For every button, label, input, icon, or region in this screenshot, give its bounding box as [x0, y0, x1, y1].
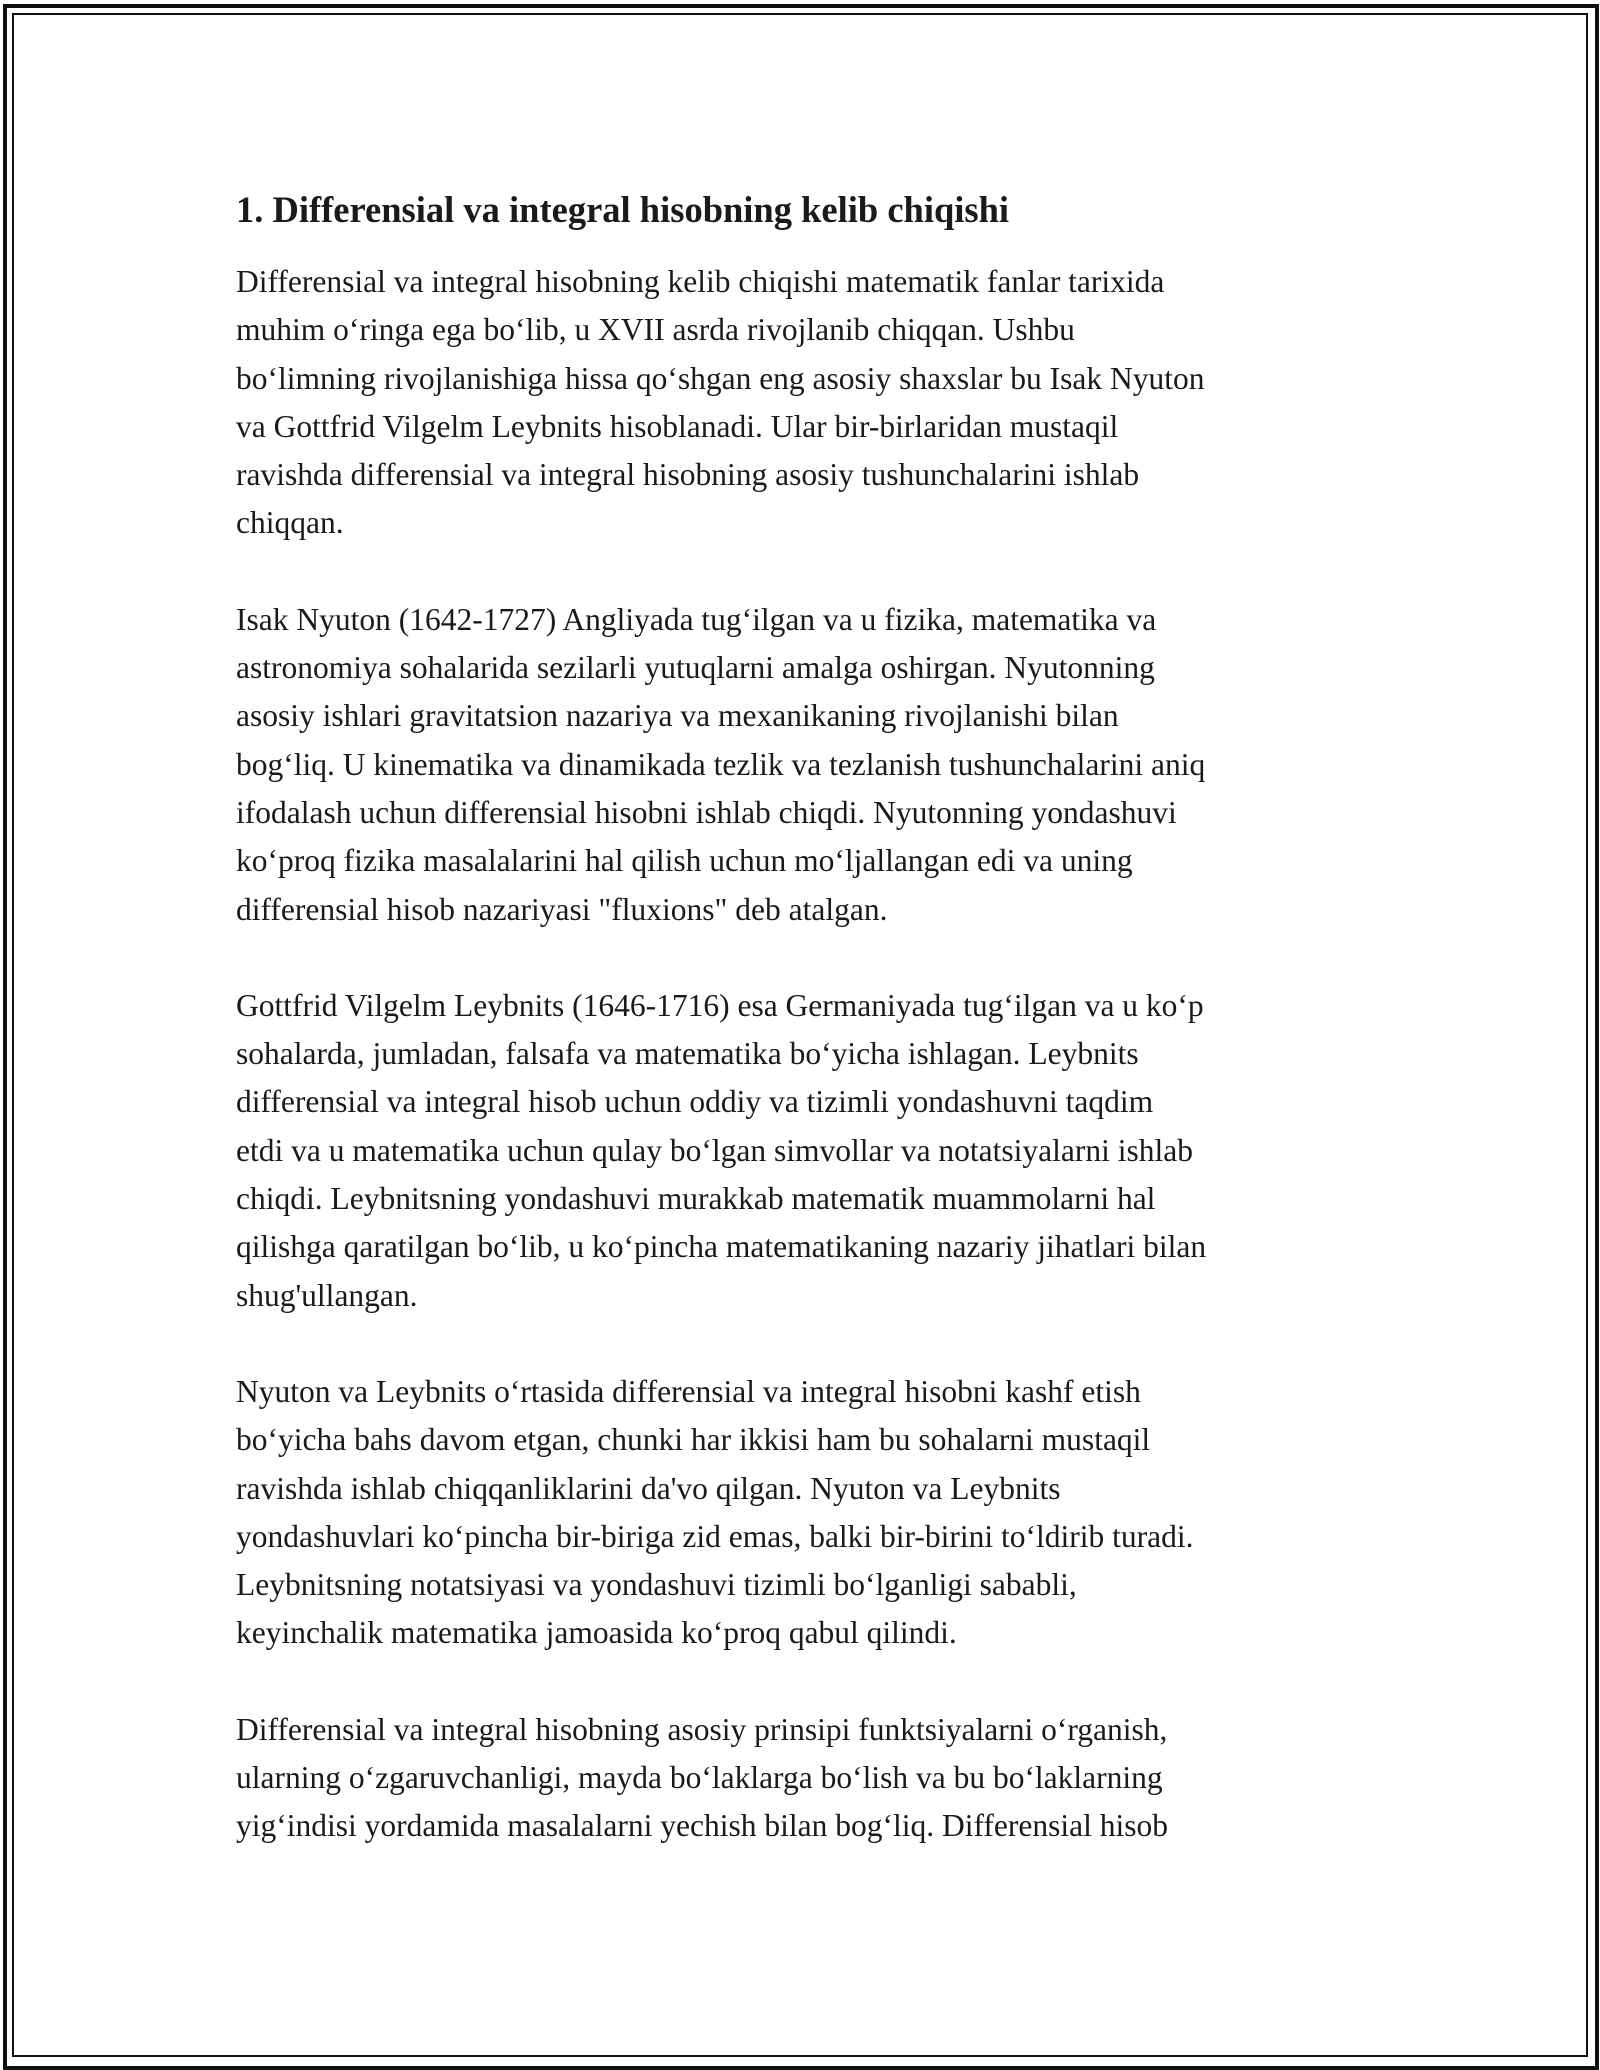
text-line: Nyuton va Leybnits o‘rtasida differensial va integral hisobni kashf etish: [236, 1373, 1141, 1409]
section-heading: 1. Differensial va integral hisobning kelib chiqishi: [236, 189, 1010, 230]
text-line: ifodalash uchun differensial hisobni ishlab chiqdi. Nyutonning yondashuvi: [236, 794, 1177, 830]
paragraph-principle: [236, 1706, 1376, 1851]
heading-spacer: [236, 234, 1376, 258]
paragraph-dispute: [236, 1368, 1376, 1658]
text-line: qilishga qaratilgan bo‘lib, u ko‘pincha matematikaning nazariy jihatlari bilan: [236, 1229, 1207, 1265]
text-line: bo‘yicha bahs davom etgan, chunki har ikkisi ham bu sohalarni mustaqil: [236, 1422, 1151, 1458]
text-line: ravishda differensial va integral hisobning asosiy tushunchalarini ishlab: [236, 457, 1140, 493]
text-line: chiqdi. Leybnitsning yondashuvi murakkab matematik muammolarni hal: [236, 1181, 1156, 1217]
text-line: shug'ullangan.: [236, 1277, 418, 1313]
text-line: ularning o‘zgaruvchanligi, mayda bo‘laklarga bo‘lish va bu bo‘laklarning: [236, 1760, 1163, 1796]
text-line: Differensial va integral hisobning asosiy prinsipi funktsiyalarni o‘rganish,: [236, 1711, 1168, 1747]
paragraph-spacer: [236, 934, 1376, 982]
paragraph-spacer: [236, 1658, 1376, 1706]
paragraph-spacer: [236, 548, 1376, 596]
text-line: asosiy ishlari gravitatsion nazariya va mexanikaning rivojlanishi bilan: [236, 698, 1119, 734]
text-line: Gottfrid Vilgelm Leybnits (1646-1716) esa Germaniyada tug‘ilgan va u ko‘p: [236, 987, 1204, 1023]
text-line: yondashuvlari ko‘pincha bir-biriga zid emas, balki bir-birini to‘ldirib turadi.: [236, 1518, 1194, 1554]
text-line: yig‘indisi yordamida masalalarni yechish bilan bog‘liq. Differensial hisob: [236, 1808, 1168, 1844]
document-page: [236, 186, 1376, 1851]
text-line: ravishda ishlab chiqqanliklarini da'vo qilgan. Nyuton va Leybnits: [236, 1470, 1061, 1506]
text-line: bo‘limning rivojlanishiga hissa qo‘shgan eng asosiy shaxslar bu Isak Nyuton: [236, 360, 1205, 396]
text-line: keyinchalik matematika jamoasida ko‘proq qabul qilindi.: [236, 1615, 957, 1651]
text-line: differensial va integral hisob uchun oddiy va tizimli yondashuvni taqdim: [236, 1084, 1154, 1120]
paragraph-spacer: [236, 1320, 1376, 1368]
text-line: etdi va u matematika uchun qulay bo‘lgan simvollar va notatsiyalarni ishlab: [236, 1132, 1193, 1168]
text-line: muhim o‘ringa ega bo‘lib, u XVII asrda rivojlanib chiqqan. Ushbu: [236, 312, 1075, 348]
paragraph-newton: [236, 596, 1376, 934]
text-line: sohalarda, jumladan, falsafa va matematika bo‘yicha ishlagan. Leybnits: [236, 1036, 1139, 1072]
text-line: Isak Nyuton (1642-1727) Angliyada tug‘ilgan va u fizika, matematika va: [236, 601, 1157, 637]
text-line: differensial hisob nazariyasi "fluxions" deb atalgan.: [236, 891, 888, 927]
text-line: ko‘proq fizika masalalarini hal qilish uchun mo‘ljallangan edi va uning: [236, 843, 1133, 879]
paragraph-intro: [236, 258, 1376, 548]
text-line: astronomiya sohalarida sezilarli yutuqlarni amalga oshirgan. Nyutonning: [236, 650, 1155, 686]
text-line: bog‘liq. U kinematika va dinamikada tezlik va tezlanish tushunchalarini aniq: [236, 746, 1206, 782]
paragraph-leibniz: [236, 982, 1376, 1320]
text-line: Differensial va integral hisobning kelib chiqishi matematik fanlar tarixida: [236, 264, 1165, 299]
text-line: chiqqan.: [236, 505, 344, 541]
text-line: Leybnitsning notatsiyasi va yondashuvi tizimli bo‘lganligi sababli,: [236, 1567, 1077, 1603]
text-line: va Gottfrid Vilgelm Leybnits hisoblanadi. Ular bir-birlaridan mustaqil: [236, 408, 1119, 444]
